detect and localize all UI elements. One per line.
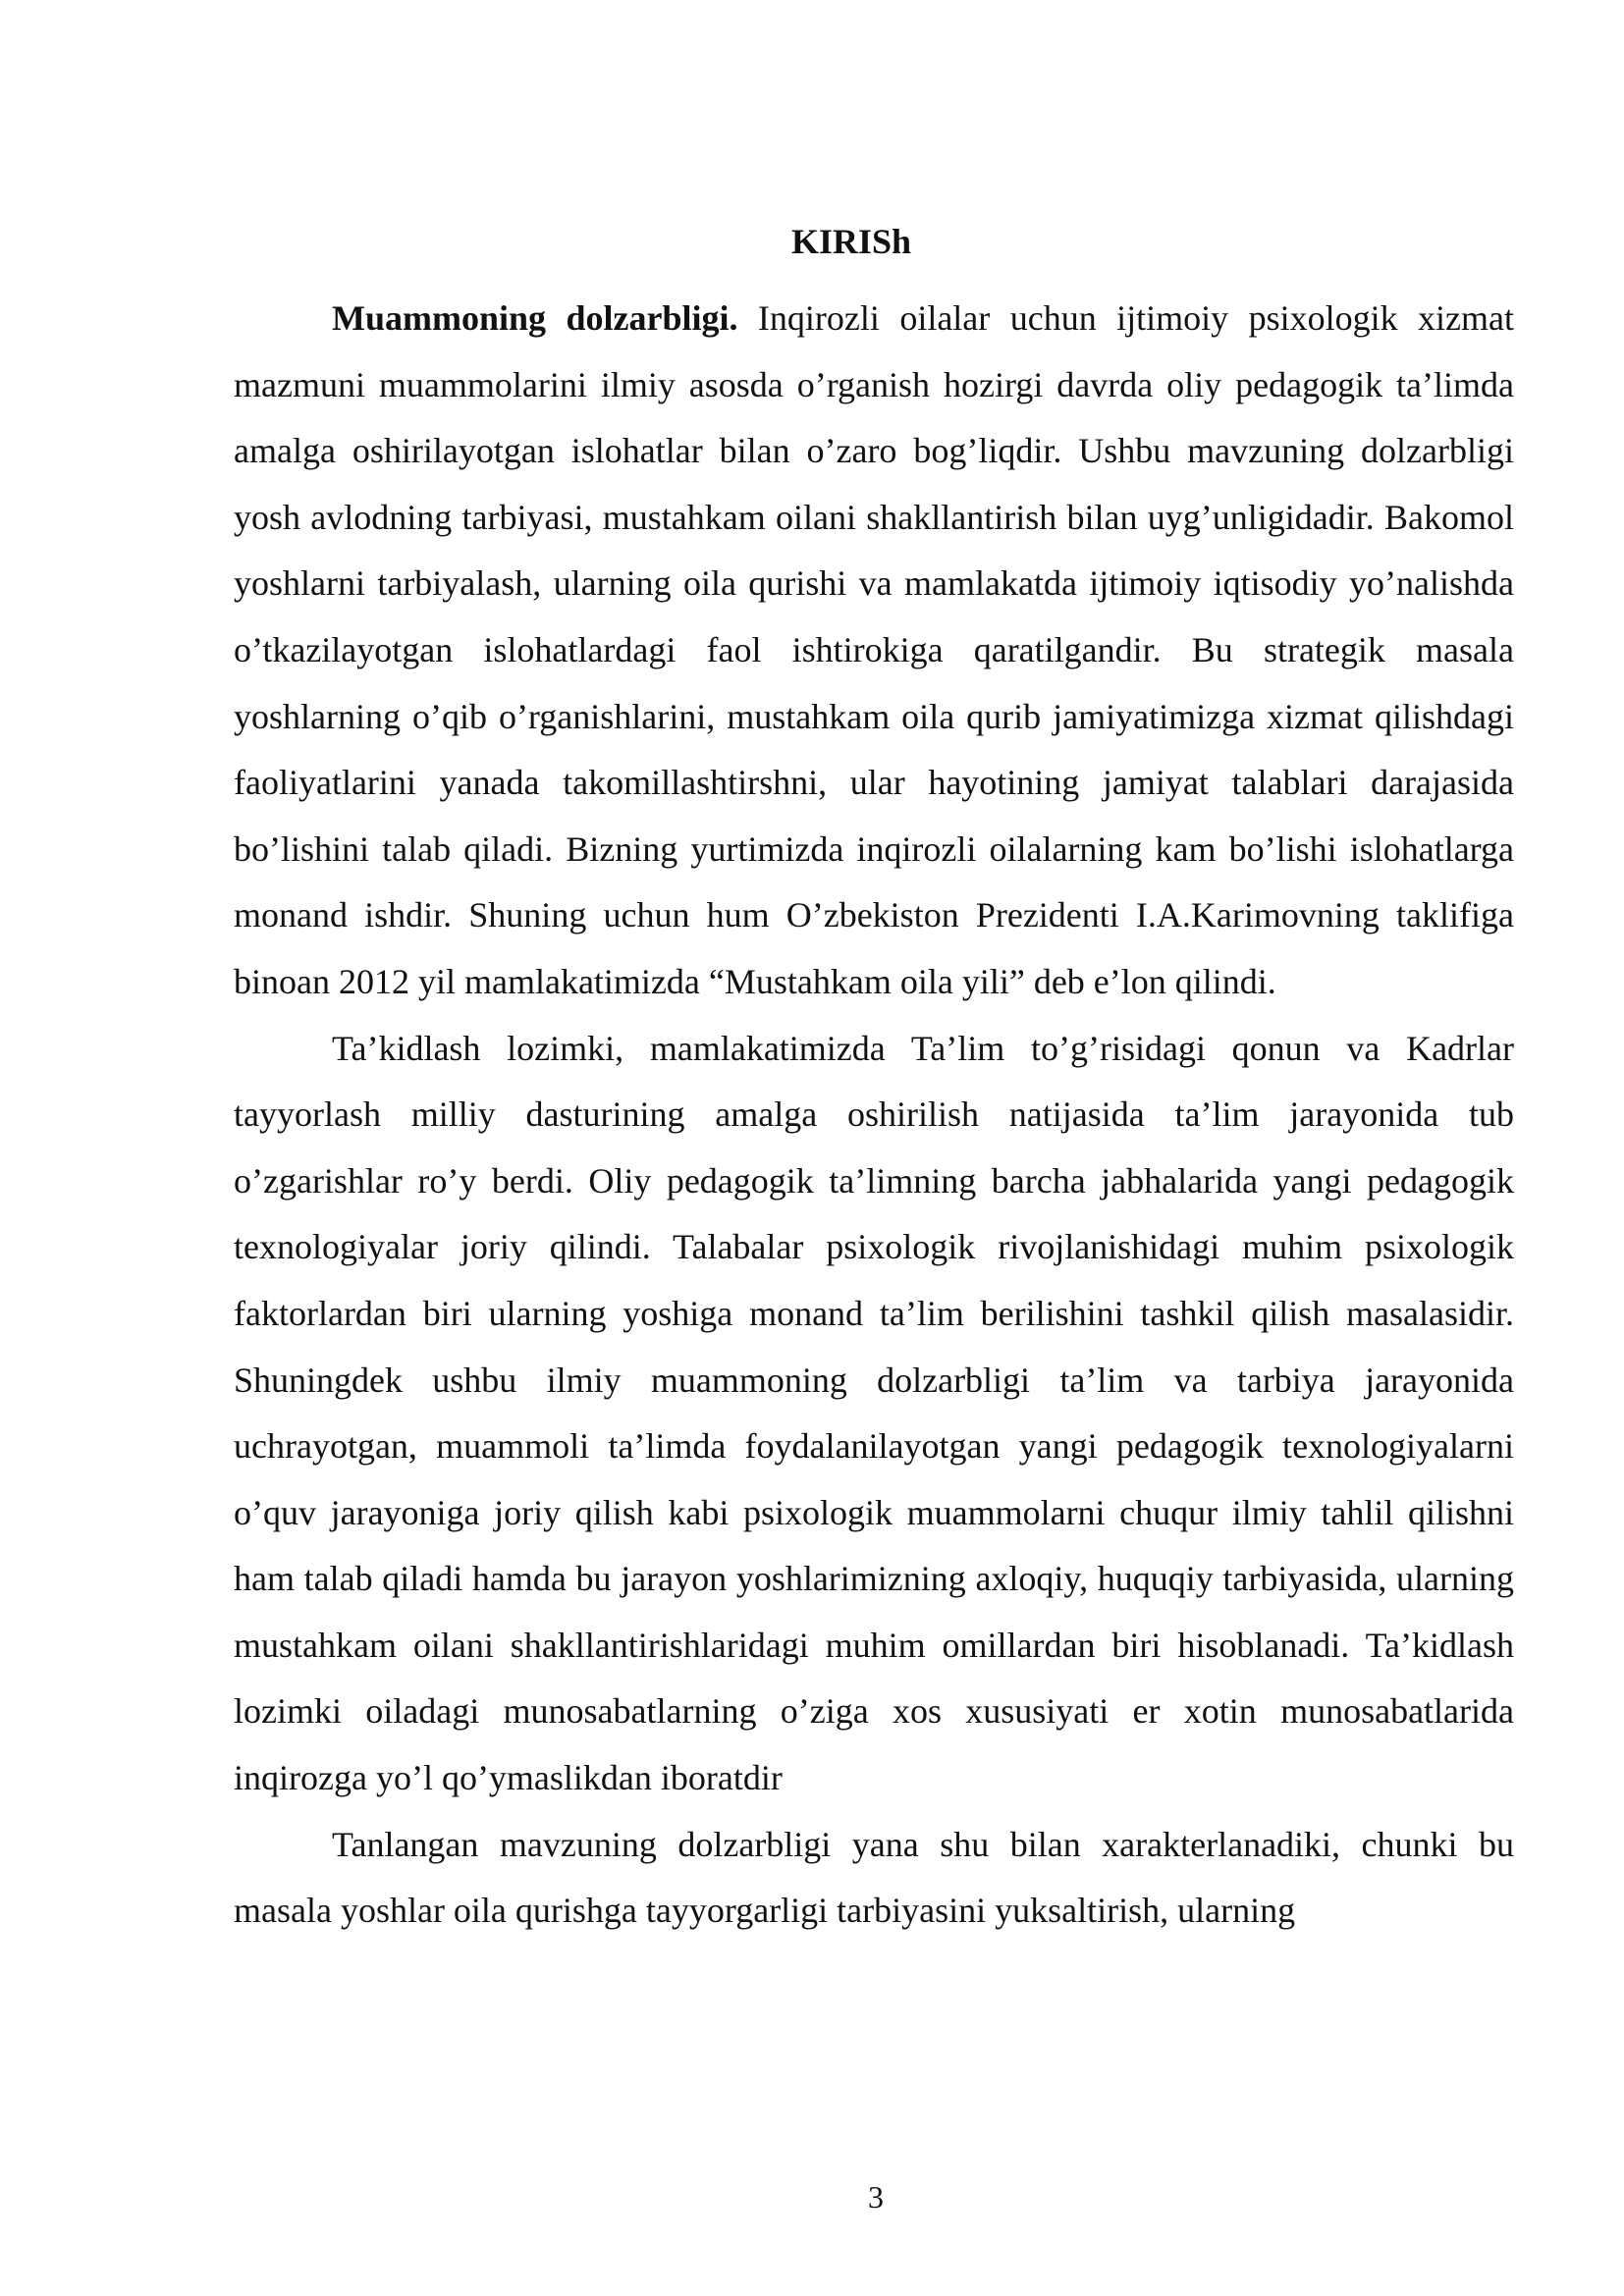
paragraph-3 (234, 1812, 1514, 1945)
section-title: KIRISh (790, 222, 912, 261)
paragraph-1 (234, 286, 1514, 1016)
paragraph-lead: Muammoning dolzarbligi. (332, 298, 738, 338)
paragraph-2 (234, 1016, 1514, 1812)
page-number: 3 (868, 2179, 884, 2215)
paragraph-text: Inqirozli oilalar uchun ijtimoiy psixologik xizmat mazmuni muammolarini ilmiy asosda o’rganish hozirgi davrda oliy pedagogik ta’limda amalga oshirilayotgan islohatlar bilan o’zaro bog’liqdir. Ushbu mavzuning dolzarbligi yosh avlodning tarbiyasi, mustahkam oilani shakllantirish bilan uyg’unligidadir. Bakomol yoshlarni tarbiyalash, ularning oila qurishi va mamlakatda ijtimoiy iqtisodiy yo’nalishda o’tkazilayotgan islohatlardagi faol ishtirokiga qaratilgandir. Bu strategik masala yoshlarning o’qib o’rganishlarini, mustahkam oila qurib jamiyatimizga xizmat qilishdagi faoliyatlarini yanada takomillashtirshni, ular hayotining jamiyat talablari darajasida bo’lishini talab qiladi. Bizning yurtimizda inqirozli oilalarning kam bo’lishi islohatlarga monand ishdir. Shuning uchun hum O’zbekiston Prezidenti I.A.Karimovning taklifiga binoan 2012 yil mamlakatimizda “Mustahkam oila yili” deb e’lon qilindi. (234, 298, 1515, 1001)
body-text (234, 286, 1514, 1945)
paragraph-text: Ta’kidlash lozimki, mamlakatimizda Ta’lim to’g’risidagi qonun va Kadrlar tayyorlash milliy dasturining amalga oshirilish natijasida ta’lim jarayonida tub o’zgarishlar ro’y berdi. Oliy pedagogik ta’limning barcha jabhalarida yangi pedagogik texnologiyalar joriy qilindi. Talabalar psixologik rivojlanishidagi muhim psixologik faktorlardan biri ularning yoshiga monand ta’lim berilishini tashkil qilish masalasidir. Shuningdek ushbu ilmiy muammoning dolzarbligi ta’lim va tarbiya jarayonida uchrayotgan, muammoli ta’limda foydalanilayotgan yangi pedagogik texnologiyalarni o’quv jarayoniga joriy qilish kabi psixologik muammolarni chuqur ilmiy tahlil qilishni ham talab qiladi hamda bu jarayon yoshlarimizning axloqiy, huquqiy tarbiyasida, ularning mustahkam oilani shakllantirishlaridagi muhim omillardan biri hisoblanadi. Ta’kidlash lozimki oiladagi munosabatlarning o’ziga xos xususiyati er xotin munosabatlarida inqirozga yo’l qo’ymaslikdan iboratdir (234, 1028, 1514, 1798)
paragraph-text: Tanlangan mavzuning dolzarbligi yana shu bilan xarakterlanadiki, chunki bu masala yoshlar oila qurishga tayyorgarligi tarbiyasini yuksaltirish, ularning (234, 1824, 1514, 1931)
